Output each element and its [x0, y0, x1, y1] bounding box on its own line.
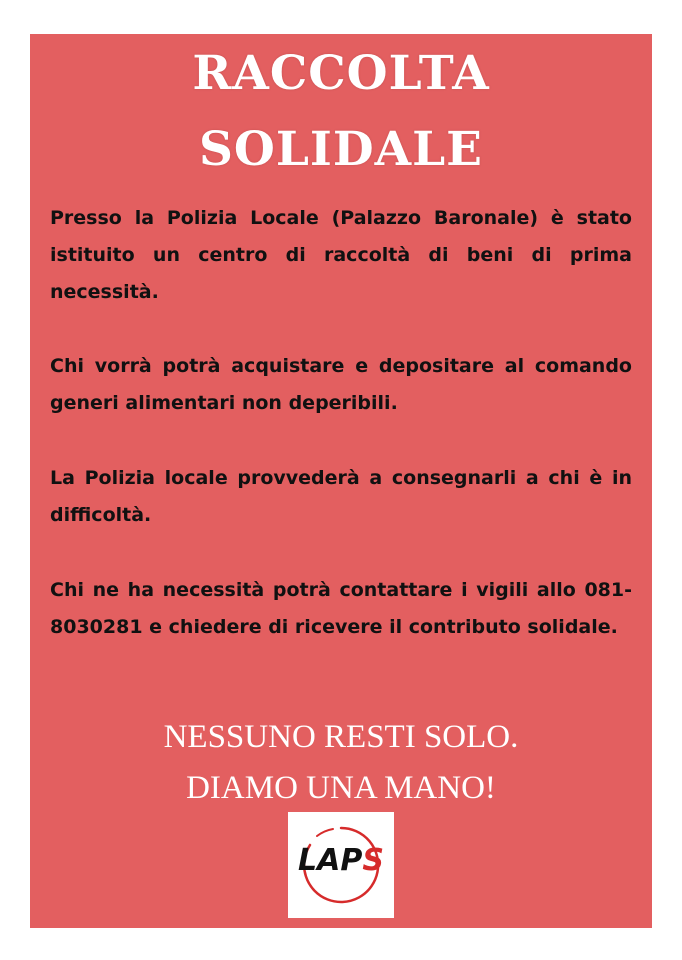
- logo-text-main: LAP: [298, 843, 363, 878]
- title-line-2: SOLIDALE: [198, 122, 483, 177]
- title-line-1: RACCOLTA: [192, 46, 490, 101]
- logo-text-accent: S: [362, 843, 384, 878]
- laps-logo: [288, 812, 394, 918]
- paragraph-delivery: La Polizia locale provvederà a consegnarli a chi è in difficoltà.: [50, 467, 632, 526]
- slogan-line-1: NESSUNO RESTI SOLO.: [163, 719, 519, 755]
- paragraph-collection-center: Presso la Polizia Locale (Palazzo Baronale) è stato istituito un centro di raccoltà di beni di prima necessità.: [50, 207, 632, 303]
- paragraph-contact: Chi ne ha necessità potrà contattare i vigili allo 081-8030281 e chiedere di ricevere il contributo solidale.: [50, 579, 632, 638]
- paragraph-deposit: Chi vorrà potrà acquistare e depositare al comando generi alimentari non deperibili.: [50, 355, 632, 414]
- logo-text: [288, 843, 394, 878]
- slogan-line-2: DIAMO UNA MANO!: [186, 770, 496, 806]
- poster: [30, 34, 652, 928]
